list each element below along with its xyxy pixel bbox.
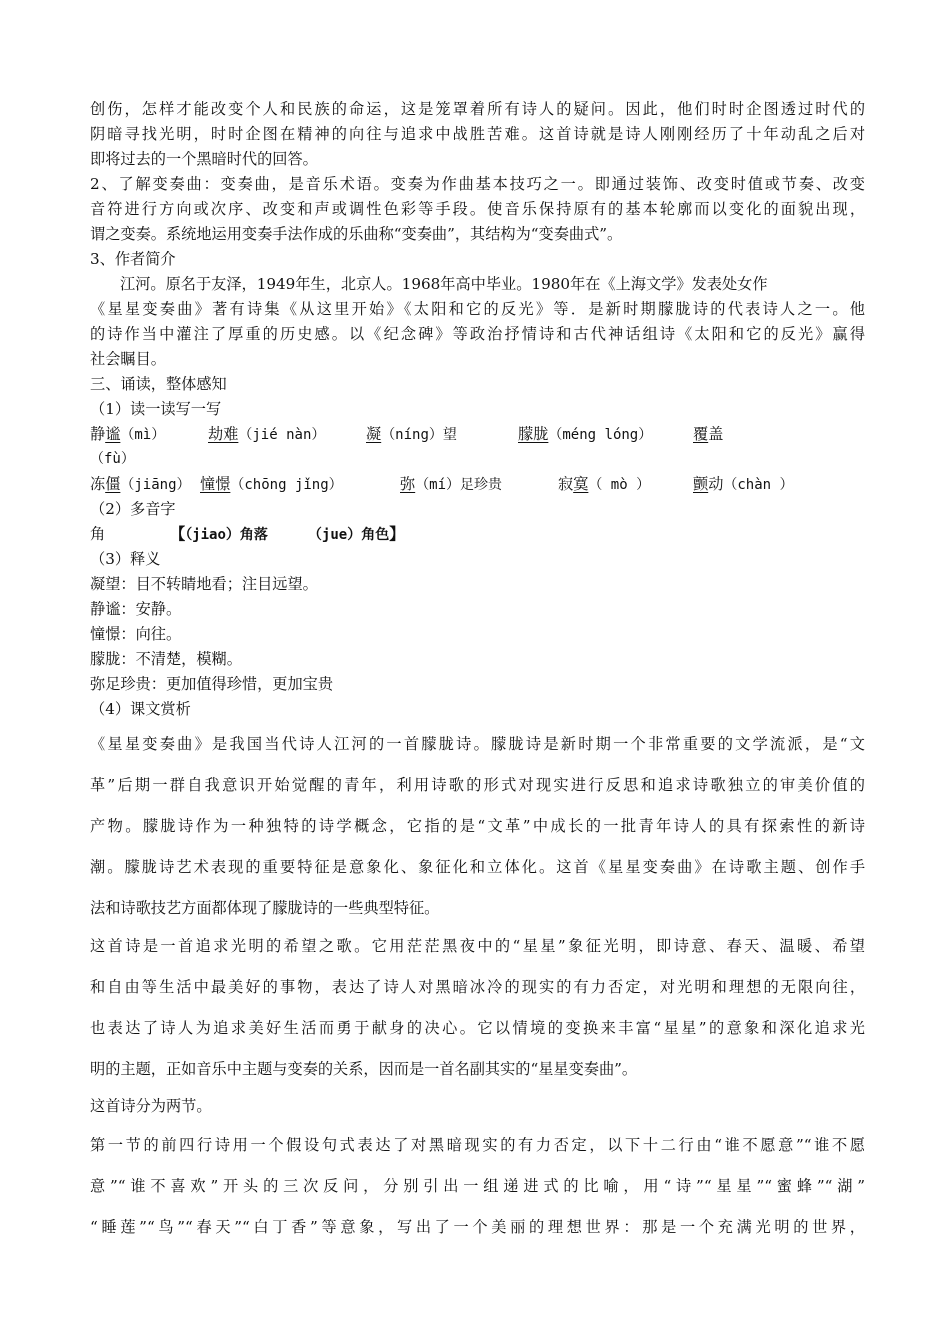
subsection-heading: （1）读一读写一写: [90, 400, 222, 418]
vocab-item: 憧憬（chōng jǐng）: [200, 475, 343, 493]
vocab-item: 寂寞（ mò ）: [558, 475, 651, 493]
definition-item: 凝望：目不转睛地看；注目远望。: [90, 575, 318, 593]
variation-line: 2、了解变奏曲：变奏曲，是音乐术语。变奏为作曲基本技巧之一。即通过装饰、改变时值或节奏、改变: [90, 175, 865, 193]
analysis-line: 法和诗歌技艺方面都体现了朦胧诗的一些典型特征。: [90, 899, 440, 917]
intro-line: 阴暗寻找光明，时时企图在精神的向往与追求中战胜苦难。这首诗就是诗人刚刚经历了十年动乱之后对: [90, 125, 865, 143]
analysis-line: 第一节的前四行诗用一个假设句式表达了对黑暗现实的有力否定，以下十二行由“谁不愿意”“谁不愿: [90, 1136, 865, 1154]
vocab-item: 弥（mí）足珍贵: [400, 475, 503, 493]
definition-item: 静谧：安静。: [90, 600, 182, 618]
vocab-item: 冻僵（jiāng）: [90, 475, 191, 493]
analysis-line: 也表达了诗人为追求美好生活而勇于献身的决心。它以情境的变换来丰富“星星”的意象和深化追求光: [90, 1019, 865, 1037]
analysis-line: 意”“谁不喜欢”开头的三次反问，分别引出一组递进式的比喻，用“诗”“星星”“蜜蜂”“湖”: [90, 1177, 865, 1195]
analysis-line: 和自由等生活中最美好的事物，表达了诗人对黑暗冰冷的现实的有力否定，对光明和理想的无限向往，: [90, 978, 865, 996]
analysis-line: 明的主题，正如音乐中主题与变奏的关系，因而是一首名副其实的“星星变奏曲”。: [90, 1060, 638, 1078]
definition-item: 朦胧：不清楚，模糊。: [90, 650, 242, 668]
intro-line: 即将过去的一个黑暗时代的回答。: [90, 150, 318, 168]
polyphone-char: 角: [90, 525, 106, 543]
intro-line: 创伤，怎样才能改变个人和民族的命运，这是笼罩着所有诗人的疑问。因此，他们时时企图透过时代的: [90, 100, 865, 118]
variation-line: 谓之变奏。系统地运用变奏手法作成的乐曲称“变奏曲”，其结构为“变奏曲式”。: [90, 225, 623, 243]
subsection-heading: （3）释义: [90, 550, 161, 568]
vocab-item: 劫难（jié nàn）: [208, 425, 326, 443]
analysis-line: 产物。朦胧诗作为一种独特的诗学概念，它指的是“文革”中成长的一批青年诗人的具有探索性的新诗: [90, 817, 865, 835]
vocab-item: 朦胧（méng lóng）: [518, 425, 653, 443]
author-line: 社会瞩目。: [90, 350, 166, 368]
author-line: 的诗作当中灌注了厚重的历史感。以《纪念碑》等政治抒情诗和古代神话组诗《太阳和它的反光》赢得: [90, 325, 865, 343]
author-line: 《星星变奏曲》著有诗集《从这里开始》《太阳和它的反光》等．是新时期朦胧诗的代表诗人之一。他: [90, 300, 865, 318]
definition-item: 弥足珍贵：更加值得珍惜，更加宝贵: [90, 675, 333, 693]
subsection-heading: （2）多音字: [90, 500, 176, 518]
polyphone-readings: 【（jiao）角落 （jue）角色】: [170, 525, 405, 543]
author-line: 江河。原名于友泽，1949年生，北京人。1968年高中毕业。1980年在《上海文学》发表处女作: [120, 275, 768, 293]
analysis-line: 《星星变奏曲》是我国当代诗人江河的一首朦胧诗。朦胧诗是新时期一个非常重要的文学流派，是“文: [90, 735, 865, 753]
vocab-item: 覆盖: [693, 425, 724, 443]
analysis-line: 革”后期一群自我意识开始觉醒的青年，利用诗歌的形式对现实进行反思和追求诗歌独立的审美价值的: [90, 776, 865, 794]
vocab-item: 颤动（chàn ）: [693, 475, 794, 493]
vocab-item: 静谧（mì）: [90, 425, 166, 443]
vocab-pinyin-wrap: （fù）: [90, 451, 135, 467]
variation-line: 音符进行方向或次序、改变和声或调性色彩等手段。使音乐保持原有的基本轮廓而以变化的面貌出现，: [90, 200, 865, 218]
analysis-line: “睡莲”“鸟”“春天”“白丁香”等意象，写出了一个美丽的理想世界：那是一个充满光明的世界，: [90, 1218, 865, 1236]
analysis-line: 这首诗分为两节。: [90, 1097, 212, 1115]
analysis-line: 这首诗是一首追求光明的希望之歌。它用茫茫黑夜中的“星星”象征光明，即诗意、春天、温暖、希望: [90, 937, 865, 955]
subsection-heading: （4）课文赏析: [90, 700, 191, 718]
analysis-line: 潮。朦胧诗艺术表现的重要特征是意象化、象征化和立体化。这首《星星变奏曲》在诗歌主题、创作手: [90, 858, 865, 876]
section-heading: 三、诵读，整体感知: [90, 375, 227, 393]
author-heading: 3、作者简介: [90, 250, 176, 268]
definition-item: 憧憬：向往。: [90, 625, 182, 643]
vocab-item: 凝（níng）望: [366, 425, 457, 443]
